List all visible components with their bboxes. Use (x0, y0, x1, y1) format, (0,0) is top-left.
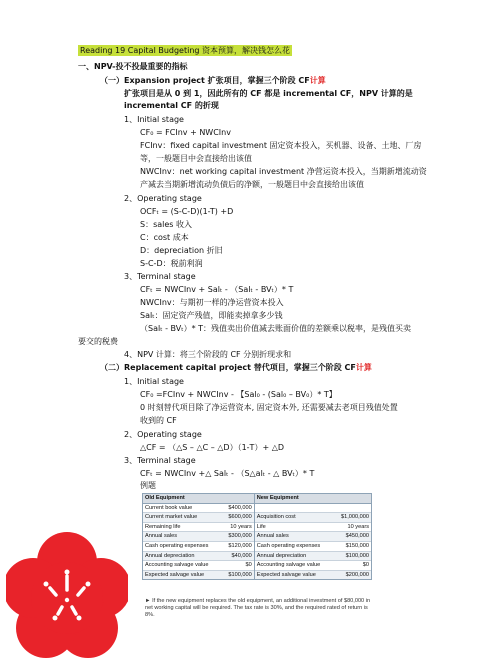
salvage-tax-def-2: 要交的税费 (78, 337, 118, 346)
table-cell: $300,000 (222, 532, 255, 542)
replace-initial-desc-2: 收到的 CF (140, 416, 177, 425)
table-row (143, 522, 371, 532)
fcinv-def-2: 等，一般题目中会直接给出该值 (140, 154, 252, 163)
operating-stage-heading: 2、Operating stage (124, 194, 202, 203)
salvage-tax-def-1: （Salₜ - BVₜ）* T：残值卖出价值减去账面价值的差额乘以税率，是残值买卖 (140, 324, 412, 333)
table-cell: $400,000 (222, 503, 255, 513)
table-cell: Annual depreciation (254, 551, 333, 561)
table-cell: Current market value (143, 513, 222, 523)
table-cell: Life (254, 522, 333, 532)
table-header-row (143, 494, 371, 503)
header-old-equipment: Old Equipment (143, 494, 222, 503)
nwcinv-terminal-def: NWCInv：与期初一样的净运营资本投入 (140, 298, 284, 307)
fcinv-def-1: FCInv：fixed capital investment 固定资本投入，买机器、设备、土地、厂房 (140, 141, 422, 150)
cost-def: C：cost 成本 (140, 233, 189, 242)
table-cell: $600,000 (222, 513, 255, 523)
plum-blossom-icon (6, 528, 128, 660)
npv-calc-item: 4、NPV 计算：将三个阶段的 CF 分别折现求和 (124, 350, 292, 359)
pretax-def: S-C-D：税前利润 (140, 259, 203, 268)
terminal-formula: CFₜ = NWCInv + Salₜ - （Salₜ - BVₜ）* T (140, 285, 294, 294)
depreciation-def: D：depreciation 折旧 (140, 246, 223, 255)
replace-operating-formula: △CF = （△S – △C – △D）（1-T）+ △D (140, 443, 285, 452)
header-old-value (222, 494, 255, 503)
ocf-formula: OCFₜ = (S-C-D)(1-T) +D (140, 207, 234, 216)
table-cell: Accounting salvage value (254, 561, 333, 571)
table-row (143, 513, 371, 523)
replace-terminal-heading: 3、Terminal stage (124, 456, 196, 465)
replace-initial-formula: CF₀ =FCInv + NWCInv - 【Sal₀ - (Sal₀ – BV₀）* T】 (140, 390, 337, 399)
table-cell: $0 (222, 561, 255, 571)
table-cell: $40,000 (222, 551, 255, 561)
table-row (143, 532, 371, 542)
table-cell: $100,000 (222, 570, 255, 579)
replace-initial-desc-1: 0 时刻替代项目除了净运营资本, 固定资本外, 还需要减去老项目残值处置 (140, 403, 398, 412)
part2-label: （二） (100, 363, 124, 372)
table-cell: $120,000 (222, 541, 255, 551)
table-cell: Expected salvage value (254, 570, 333, 579)
section-heading: 一、NPV-投不投最重要的指标 (78, 62, 188, 71)
table-cell: $200,000 (334, 570, 371, 579)
replace-operating-heading: 2、Operating stage (124, 430, 202, 439)
salvage-def: Salₜ：固定资产残值，即能卖掉拿多少钱 (140, 311, 283, 320)
table-cell: Expected salvage value (143, 570, 222, 579)
table-cell: $0 (334, 561, 371, 571)
sales-def: S：sales 收入 (140, 220, 193, 229)
nwcinv-def-2: 产减去当期新增流动负债后的净额，一般题目中会直接给出该值 (140, 180, 364, 189)
table-cell: $100,000 (334, 551, 371, 561)
table-cell: Cash operating expenses (143, 541, 222, 551)
table-cell: Acquisition cost (254, 513, 333, 523)
table-cell: $1,000,000 (334, 513, 371, 523)
table-cell: $450,000 (334, 532, 371, 542)
part2-heading: Replacement capital project 替代项目，掌握三个阶段 CF计算 (124, 363, 372, 372)
nwcinv-def-1: NWCInv：net working capital investment 净营运资本投入，当期新增流动资 (140, 167, 427, 176)
example-label: 例题 (140, 481, 156, 490)
table-row (143, 551, 371, 561)
table-cell (254, 503, 333, 513)
part1-label: （一） (100, 76, 124, 85)
table-cell: 10 years (222, 522, 255, 532)
part1-desc-1: 扩张项目是从 0 到 1，因此所有的 CF 都是 incremental CF，NPV 计算的是 (124, 89, 413, 98)
table-cell: Cash operating expenses (254, 541, 333, 551)
header-new-value (334, 494, 371, 503)
equipment-table (142, 493, 372, 580)
table-cell: Current book value (143, 503, 222, 513)
header-new-equipment: New Equipment (254, 494, 333, 503)
table-cell: 10 years (334, 522, 371, 532)
example-note: ► If the new equipment replaces the old equipment, an additional investment of $80,000 in net working capital will be required. The tax rate is 30%, and the required rated of return is 8%. (145, 598, 371, 618)
part1-heading: Expansion project 扩张项目，掌握三个阶段 CF计算 (124, 76, 326, 85)
replace-initial-heading: 1、Initial stage (124, 377, 184, 386)
table-cell: Annual sales (254, 532, 333, 542)
table-row (143, 503, 371, 513)
table-row (143, 561, 371, 571)
table-row (143, 541, 371, 551)
doc-title: Reading 19 Capital Budgeting 资本预算，解决钱怎么花 (80, 46, 291, 55)
table-row (143, 570, 371, 579)
table-cell: Annual sales (143, 532, 222, 542)
initial-stage-heading: 1、Initial stage (124, 115, 184, 124)
table-cell (334, 503, 371, 513)
table-cell: $150,000 (334, 541, 371, 551)
table-cell: Annual depreciation (143, 551, 222, 561)
table-cell: Remaining life (143, 522, 222, 532)
replace-terminal-formula: CFₜ = NWCInv +△ Salₜ - （S△alₜ - △ BVₜ）* T (140, 469, 315, 478)
table-cell: Accounting salvage value (143, 561, 222, 571)
part1-desc-2: incremental CF 的折现 (124, 101, 219, 110)
initial-formula: CF₀ = FCInv + NWCInv (140, 128, 231, 137)
terminal-stage-heading: 3、Terminal stage (124, 272, 196, 281)
